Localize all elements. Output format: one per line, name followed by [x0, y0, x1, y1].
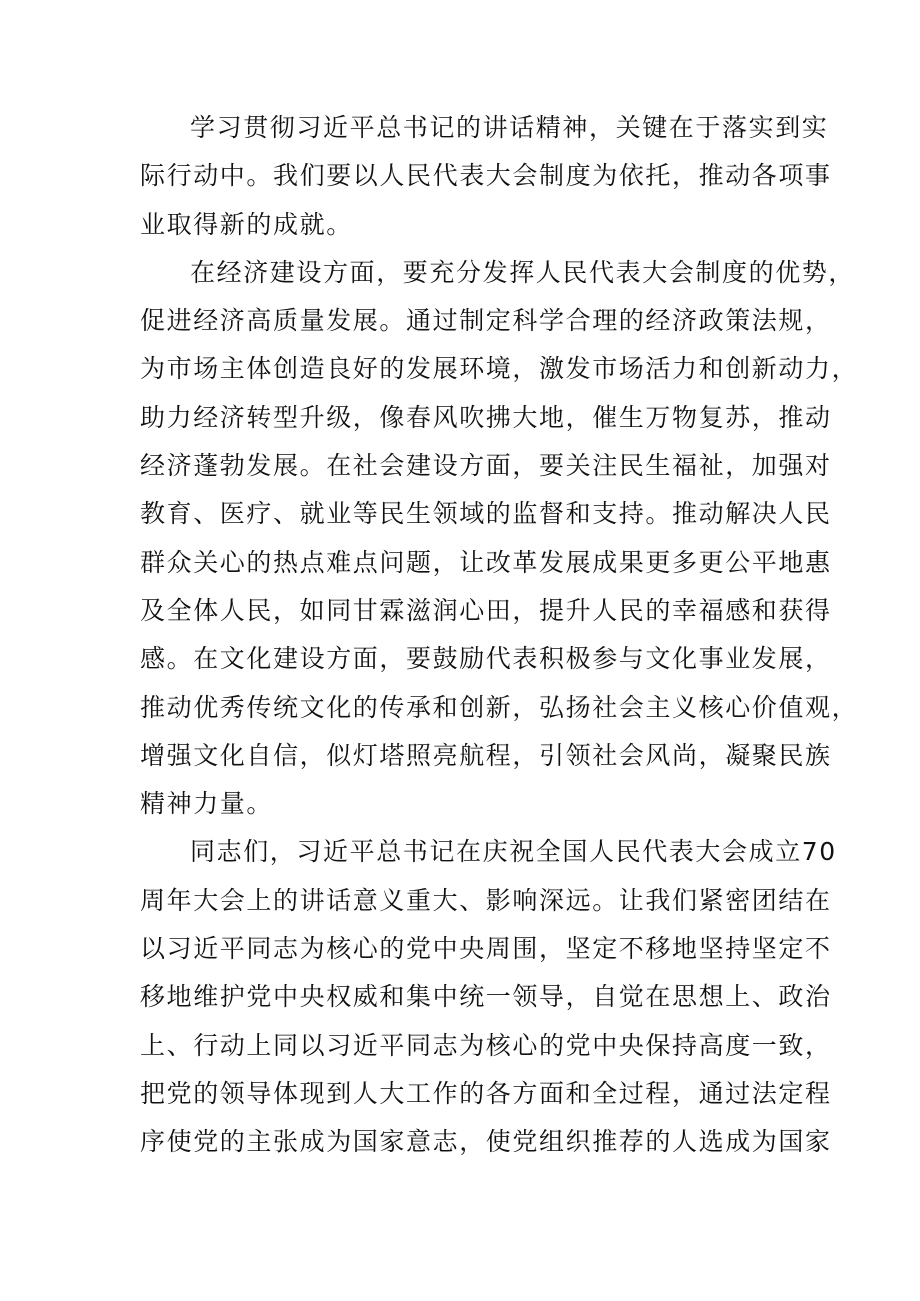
- text-line: 同志们，习近平总书记在庆祝全国人民代表大会成立70: [190, 837, 837, 867]
- document-page: [140, 104, 859, 1167]
- text-line: 增强文化自信，似灯塔照亮航程，引领社会风尚，凝聚民族: [140, 740, 832, 770]
- text-line: 促进经济高质量发展。通过制定科学合理的经济政策法规，: [140, 306, 832, 336]
- text-line: 教育、医疗、就业等民生领域的监督和支持。推动解决人民: [140, 499, 832, 529]
- text-line: 际行动中。我们要以人民代表大会制度为依托，推动各项事: [140, 161, 832, 191]
- text-line: 学习贯彻习近平总书记的讲话精神，关键在于落实到实: [190, 113, 829, 142]
- text-line: 感。在文化建设方面，要鼓励代表积极参与文化事业发展，: [140, 644, 832, 674]
- paragraph-3: [140, 828, 837, 1166]
- text-line: 上、行动上同以习近平同志为核心的党中央保持高度一致，: [140, 1030, 832, 1060]
- text-line: 移地维护党中央权威和集中统一领导，自觉在思想上、政治: [140, 982, 832, 1012]
- paragraph-2: [140, 249, 859, 829]
- text-line: 推动优秀传统文化的传承和创新，弘扬社会主义核心价值观，: [140, 692, 859, 722]
- text-line: 把党的领导体现到人大工作的各方面和全过程，通过法定程: [140, 1078, 832, 1108]
- text-line: 及全体人民，如同甘霖滋润心田，提升人民的幸福感和获得: [140, 595, 832, 625]
- text-line: 业取得新的成就。: [140, 209, 353, 239]
- text-line: 为市场主体创造良好的发展环境，激发市场活力和创新动力，: [140, 354, 859, 384]
- text-line: 在经济建设方面，要充分发挥人民代表大会制度的优势，: [190, 257, 856, 287]
- paragraph-1: [140, 104, 832, 249]
- text-line: 精神力量。: [140, 789, 274, 819]
- text-line: 序使党的主张成为国家意志，使党组织推荐的人选成为国家: [140, 1127, 832, 1157]
- text-line: 周年大会上的讲话意义重大、影响深远。让我们紧密团结在: [140, 885, 832, 915]
- text-line: 以习近平同志为核心的党中央周围，坚定不移地坚持坚定不: [140, 934, 832, 964]
- text-line: 经济蓬勃发展。在社会建设方面，要关注民生福祉，加强对: [140, 451, 832, 481]
- text-line: 群众关心的热点难点问题，让改革发展成果更多更公平地惠: [140, 547, 832, 577]
- text-line: 助力经济转型升级，像春风吹拂大地，催生万物复苏，推动: [140, 402, 832, 432]
